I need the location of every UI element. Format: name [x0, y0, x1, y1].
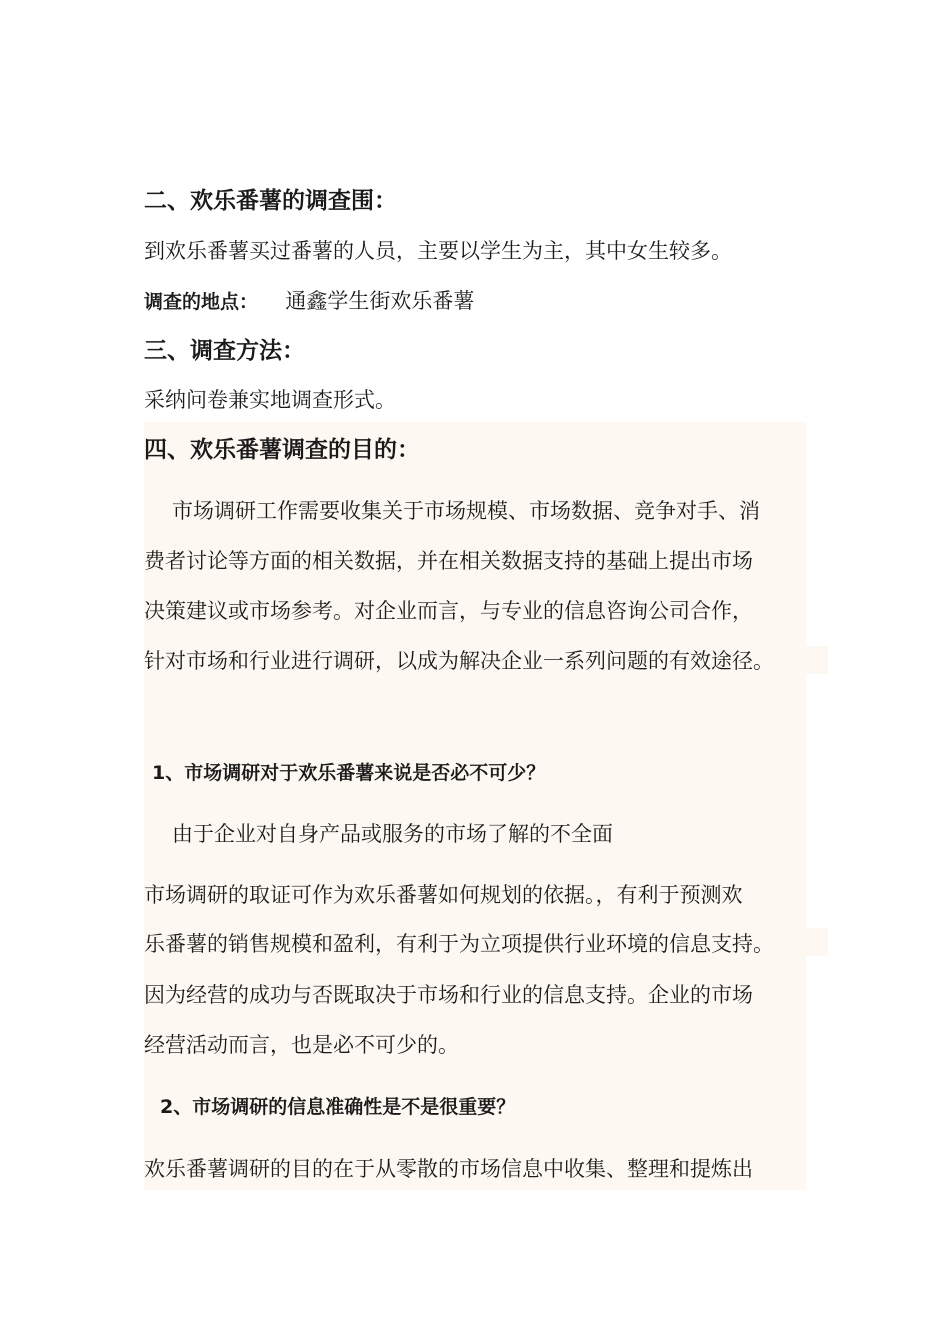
question-2-title: 2、市场调研的信息准确性是不是很重要？: [160, 1096, 516, 1118]
paragraph-line: 经营活动而言，也是必不可少的。: [144, 1033, 459, 1057]
shaded-overflow: [806, 646, 828, 674]
question-1-title: 1、市场调研对于欢乐番薯来说是否必不可少？: [152, 762, 546, 784]
section-4-heading: 四、欢乐番薯调查的目的：: [144, 437, 420, 463]
section-2-heading: 二、欢乐番薯的调查围：: [144, 188, 397, 214]
paragraph-line: 市场调研工作需要收集关于市场规模、市场数据、竞争对手、消: [172, 499, 760, 523]
paragraph-line: 针对市场和行业进行调研，以成为解决企业一系列问题的有效途径。: [144, 649, 774, 673]
paragraph-line: 决策建议或市场参考。对企业而言，与专业的信息咨询公司合作，: [144, 599, 753, 623]
paragraph-line: 因为经营的成功与否既取决于市场和行业的信息支持。企业的市场: [144, 983, 753, 1007]
paragraph-line: 市场调研的取证可作为欢乐番薯如何规划的依据。，有利于预测欢: [144, 883, 743, 907]
paragraph-line: 费者讨论等方面的相关数据，并在相关数据支持的基础上提出市场: [144, 549, 753, 573]
shaded-section-background: [144, 422, 806, 1190]
location-line: [144, 287, 474, 316]
location-value: 通鑫学生街欢乐番薯: [285, 289, 475, 313]
section-3-text: 采纳问卷兼实地调查形式。: [144, 388, 396, 412]
paragraph-line: 欢乐番薯调研的目的在于从零散的市场信息中收集、整理和提炼出: [144, 1157, 753, 1181]
section-3-heading: 三、调查方法：: [144, 338, 305, 364]
location-label: 调查的地点：: [144, 291, 259, 313]
shaded-overflow: [806, 928, 828, 956]
paragraph-line: 乐番薯的销售规模和盈利，有利于为立项提供行业环境的信息支持。: [144, 932, 774, 956]
section-2-text: 到欢乐番薯买过番薯的人员，主要以学生为主，其中女生较多。: [144, 239, 732, 263]
question-1-intro: 由于企业对自身产品或服务的市场了解的不全面: [172, 822, 613, 846]
